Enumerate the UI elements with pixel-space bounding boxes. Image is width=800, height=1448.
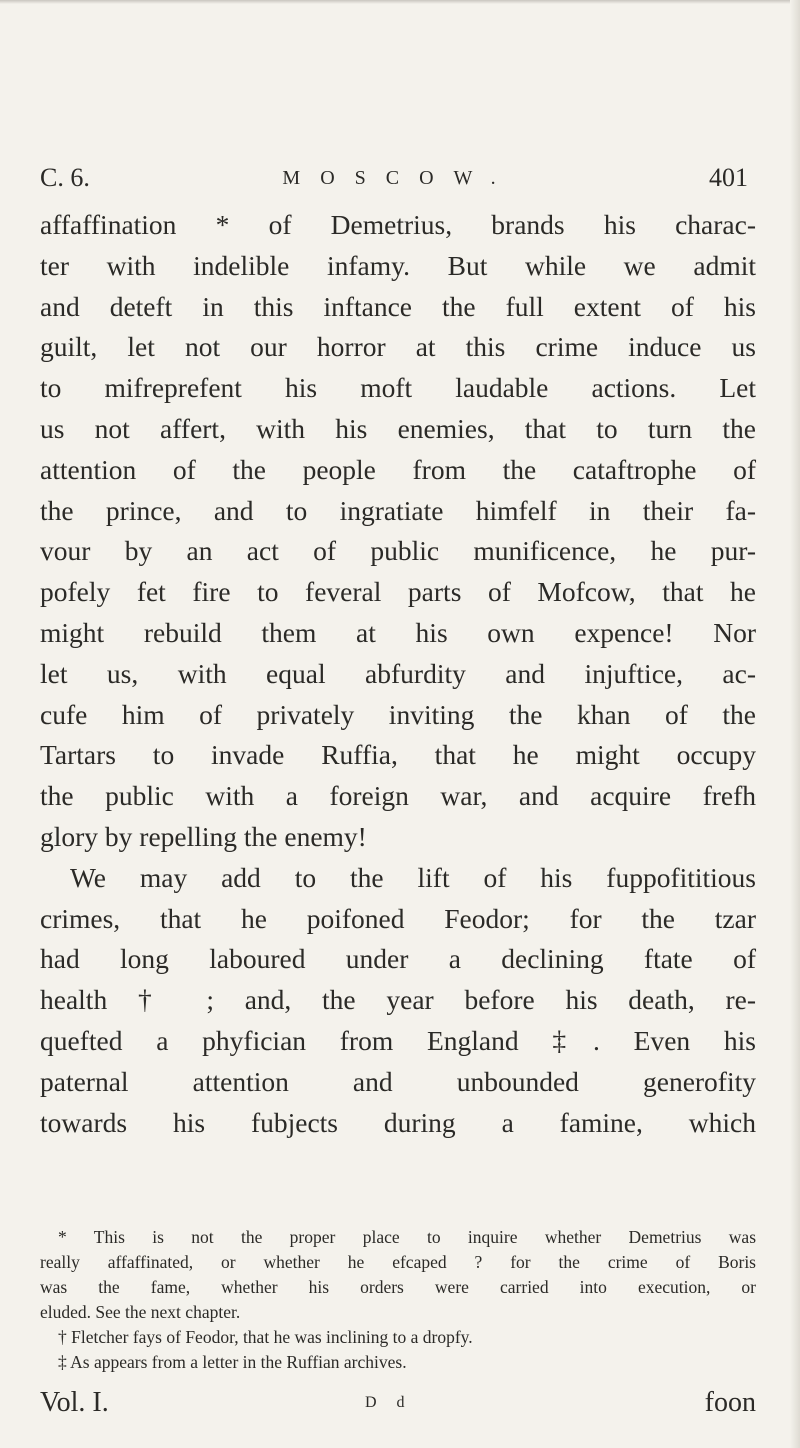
text-line: Tartars to invade Ruffia, that he might occupy [40,739,756,771]
page-number: 401 [709,163,748,192]
running-head [40,158,748,198]
page-edge [0,0,800,4]
text-line: and deteft in this inftance the full extent of his [40,290,756,322]
text-line: glory by repelling the enemy! [40,820,367,852]
text-line: ter with indelible infamy. But while we admit [40,249,756,281]
volume-label: Vol. I. [40,1387,109,1418]
footnote-line: † Fletcher fays of Feodor, that he was inclining to a dropfy. [58,1327,473,1347]
text-line: We may add to the lift of his fuppofititious [70,861,756,893]
text-line: guilt, let not our horror at this crime induce us [40,331,756,363]
text-line: health † ; and, the year before his death, re- [40,984,756,1016]
chapter-number: C. 6. [40,163,90,192]
text-line: cufe him of privately inviting the khan of the [40,698,756,730]
text-line: had long laboured under a declining ftate of [40,943,756,975]
text-line: crimes, that he poifoned Feodor; for the tzar [40,902,756,934]
text-line: vour by an act of public munificence, he pur- [40,535,756,567]
text-line: to mifreprefent his moft laudable actions. Let [40,372,756,404]
footnote-line: eluded. See the next chapter. [40,1302,241,1322]
page-edge-right [790,0,800,1448]
text-line: affaffination * of Demetrius, brands his charac- [40,209,756,240]
text-line: might rebuild them at his own expence! Nor [40,616,756,648]
running-title: MOSCOW. [282,167,516,189]
footnote-line: was the fame, whether his orders were carried into execution, or [40,1277,756,1297]
text-line: towards his fubjects during a famine, which [40,1106,756,1138]
catchword: foon [704,1387,756,1418]
text-line: pofely fet fire to feveral parts of Mofcow, that he [40,576,756,608]
text-line: let us, with equal abfurdity and injuftice, ac- [40,657,756,689]
signature-line [40,1385,756,1421]
body-text [40,205,756,1143]
footnotes [40,1225,756,1375]
footnote-line: really affaffinated, or whether he efcaped ? for the crime of Boris [40,1252,756,1272]
footnote-line: * This is not the proper place to inquire whether Demetrius was [58,1227,756,1247]
text-line: attention of the people from the cataftrophe of [40,453,756,485]
signature-mark: D d [365,1394,413,1411]
text-line: quefted a phyfician from England ‡. Even his [40,1024,756,1056]
text-line: us not affert, with his enemies, that to turn the [40,412,756,444]
text-line: the public with a foreign war, and acquire frefh [40,780,756,812]
footnote-line: ‡ As appears from a letter in the Ruffian archives. [58,1352,407,1372]
text-line: the prince, and to ingratiate himfelf in their fa- [40,494,756,526]
text-line: paternal attention and unbounded generofity [40,1065,756,1097]
